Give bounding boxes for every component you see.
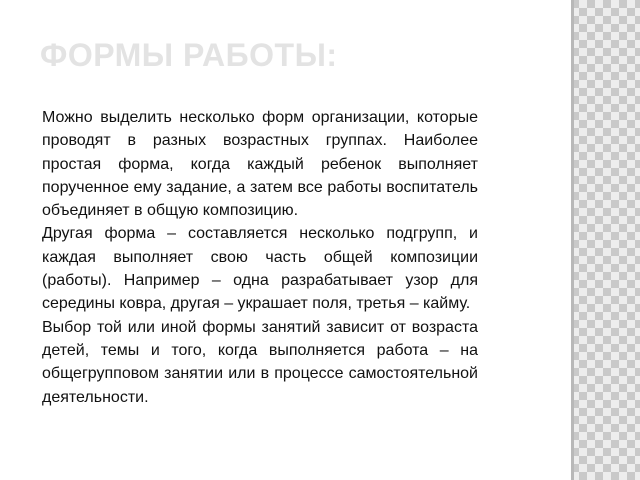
- decorative-side-panel: [571, 0, 640, 480]
- paragraph-1: Можно выделить несколько форм организации, которые проводят в разных возрастных группах. Наиболее простая форма, когда каждый ребенок выполняет порученное ему задание, а затем все работы воспитатель объединяет в общую композицию.: [42, 109, 478, 220]
- paragraph-3: Выбор той или иной формы занятий зависит от возраста детей, темы и того, когда выполняется работа – на общегрупповом занятии или в процессе самостоятельной деятельности.: [42, 318, 478, 406]
- paragraph-2: Другая форма – составляется несколько подгрупп, и каждая выполняет свою часть общей композиции (работы). Например – одна разрабатывает узор для середины ковра, другая – украшает поля, третья – кайму.: [42, 225, 478, 313]
- slide-body: [42, 106, 478, 409]
- slide-title: ФОРМЫ РАБОТЫ:: [40, 37, 338, 73]
